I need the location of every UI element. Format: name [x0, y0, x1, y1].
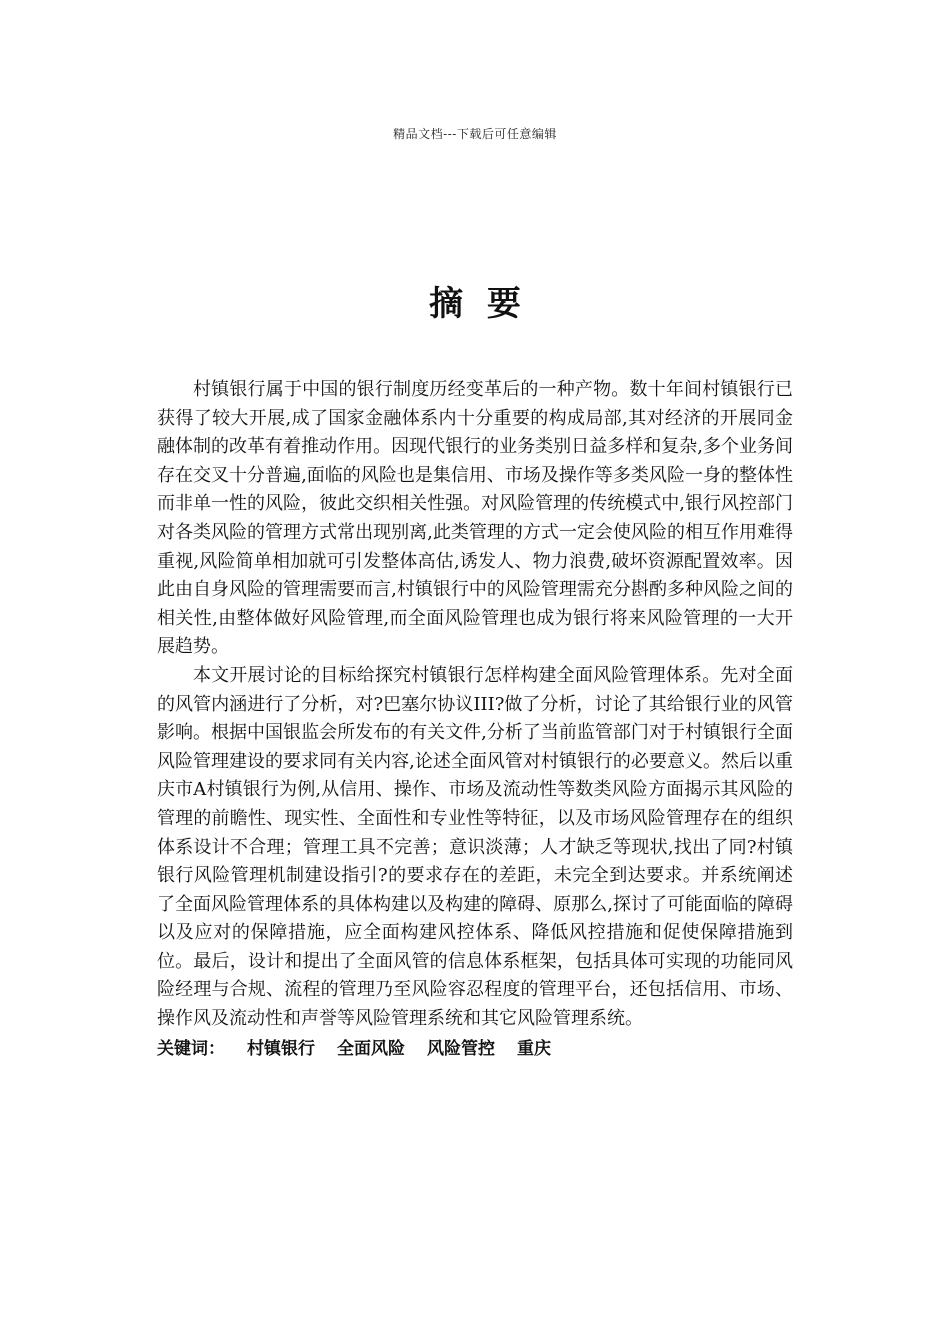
abstract-body: [157, 376, 793, 1064]
keywords-line: [157, 1034, 793, 1064]
abstract-paragraph-1: 村镇银行属于中国的银行制度历经变革后的一种产物。数十年间村镇银行已获得了较大开展,成了国家金融体系内十分重要的构成局部,其对经济的开展同金融体制的改革有着推动作用。因现代银行的业务类别日益多样和复杂,多个业务间存在交叉十分普遍,面临的风险也是集信用、市场及操作等多类风险一身的整体性而非单一性的风险，彼此交织相关性强。对风险管理的传统模式中,银行风控部门对各类风险的管理方式常出现别离,此类管理的方式一定会使风险的相互作用难得重视,风险简单相加就可引发整体高估,诱发人、物力浪费,破坏资源配置效率。因此由自身风险的管理需要而言,村镇银行中的风险管理需充分斟酌多种风险之间的相关性,由整体做好风险管理,而全面风险管理也成为银行将来风险管理的一大开展趋势。: [157, 379, 793, 658]
keywords-label: 关键词：: [157, 1038, 225, 1059]
page-header: 精品文档---下载后可任意编辑: [393, 127, 557, 141]
keyword-term: 全面风险: [337, 1038, 405, 1059]
keyword-term: 村镇银行: [247, 1038, 315, 1059]
keyword-term: 重庆: [517, 1038, 551, 1059]
keyword-term: 风险管控: [427, 1038, 495, 1059]
page-title: 摘要: [429, 284, 545, 324]
abstract-paragraph-2: 本文开展讨论的目标给探究村镇银行怎样构建全面风险管理体系。先对全面的风管内涵进行了分析，对?巴塞尔协议III?做了分析，讨论了其给银行业的风管影响。根据中国银监会所发布的有关文件,分析了当前监管部门对于村镇银行全面风险管理建设的要求同有关内容,论述全面风管对村镇银行的必要意义。然后以重庆市A村镇银行为例,从信用、操作、市场及流动性等数类风险方面揭示其风险的管理的前瞻性、现实性、全面性和专业性等特征，以及市场风险管理存在的组织体系设计不合理；管理工具不完善；意识淡薄；人才缺乏等现状,找出了同?村镇银行风险管理机制建设指引?的要求存在的差距，未完全到达要求。并系统阐述了全面风险管理体系的具体构建以及构建的障碍、原那么,探讨了可能面临的障碍以及应对的保障措施，应全面构建风控体系、降低风控措施和促使保障措施到位。最后，设计和提出了全面风管的信息体系框架，包括具体可实现的功能同风险经理与合规、流程的管理乃至风险容忍程度的管理平台，还包括信用、市场、操作风及流动性和声誉等风险管理系统和其它风险管理系统。: [157, 664, 793, 1030]
